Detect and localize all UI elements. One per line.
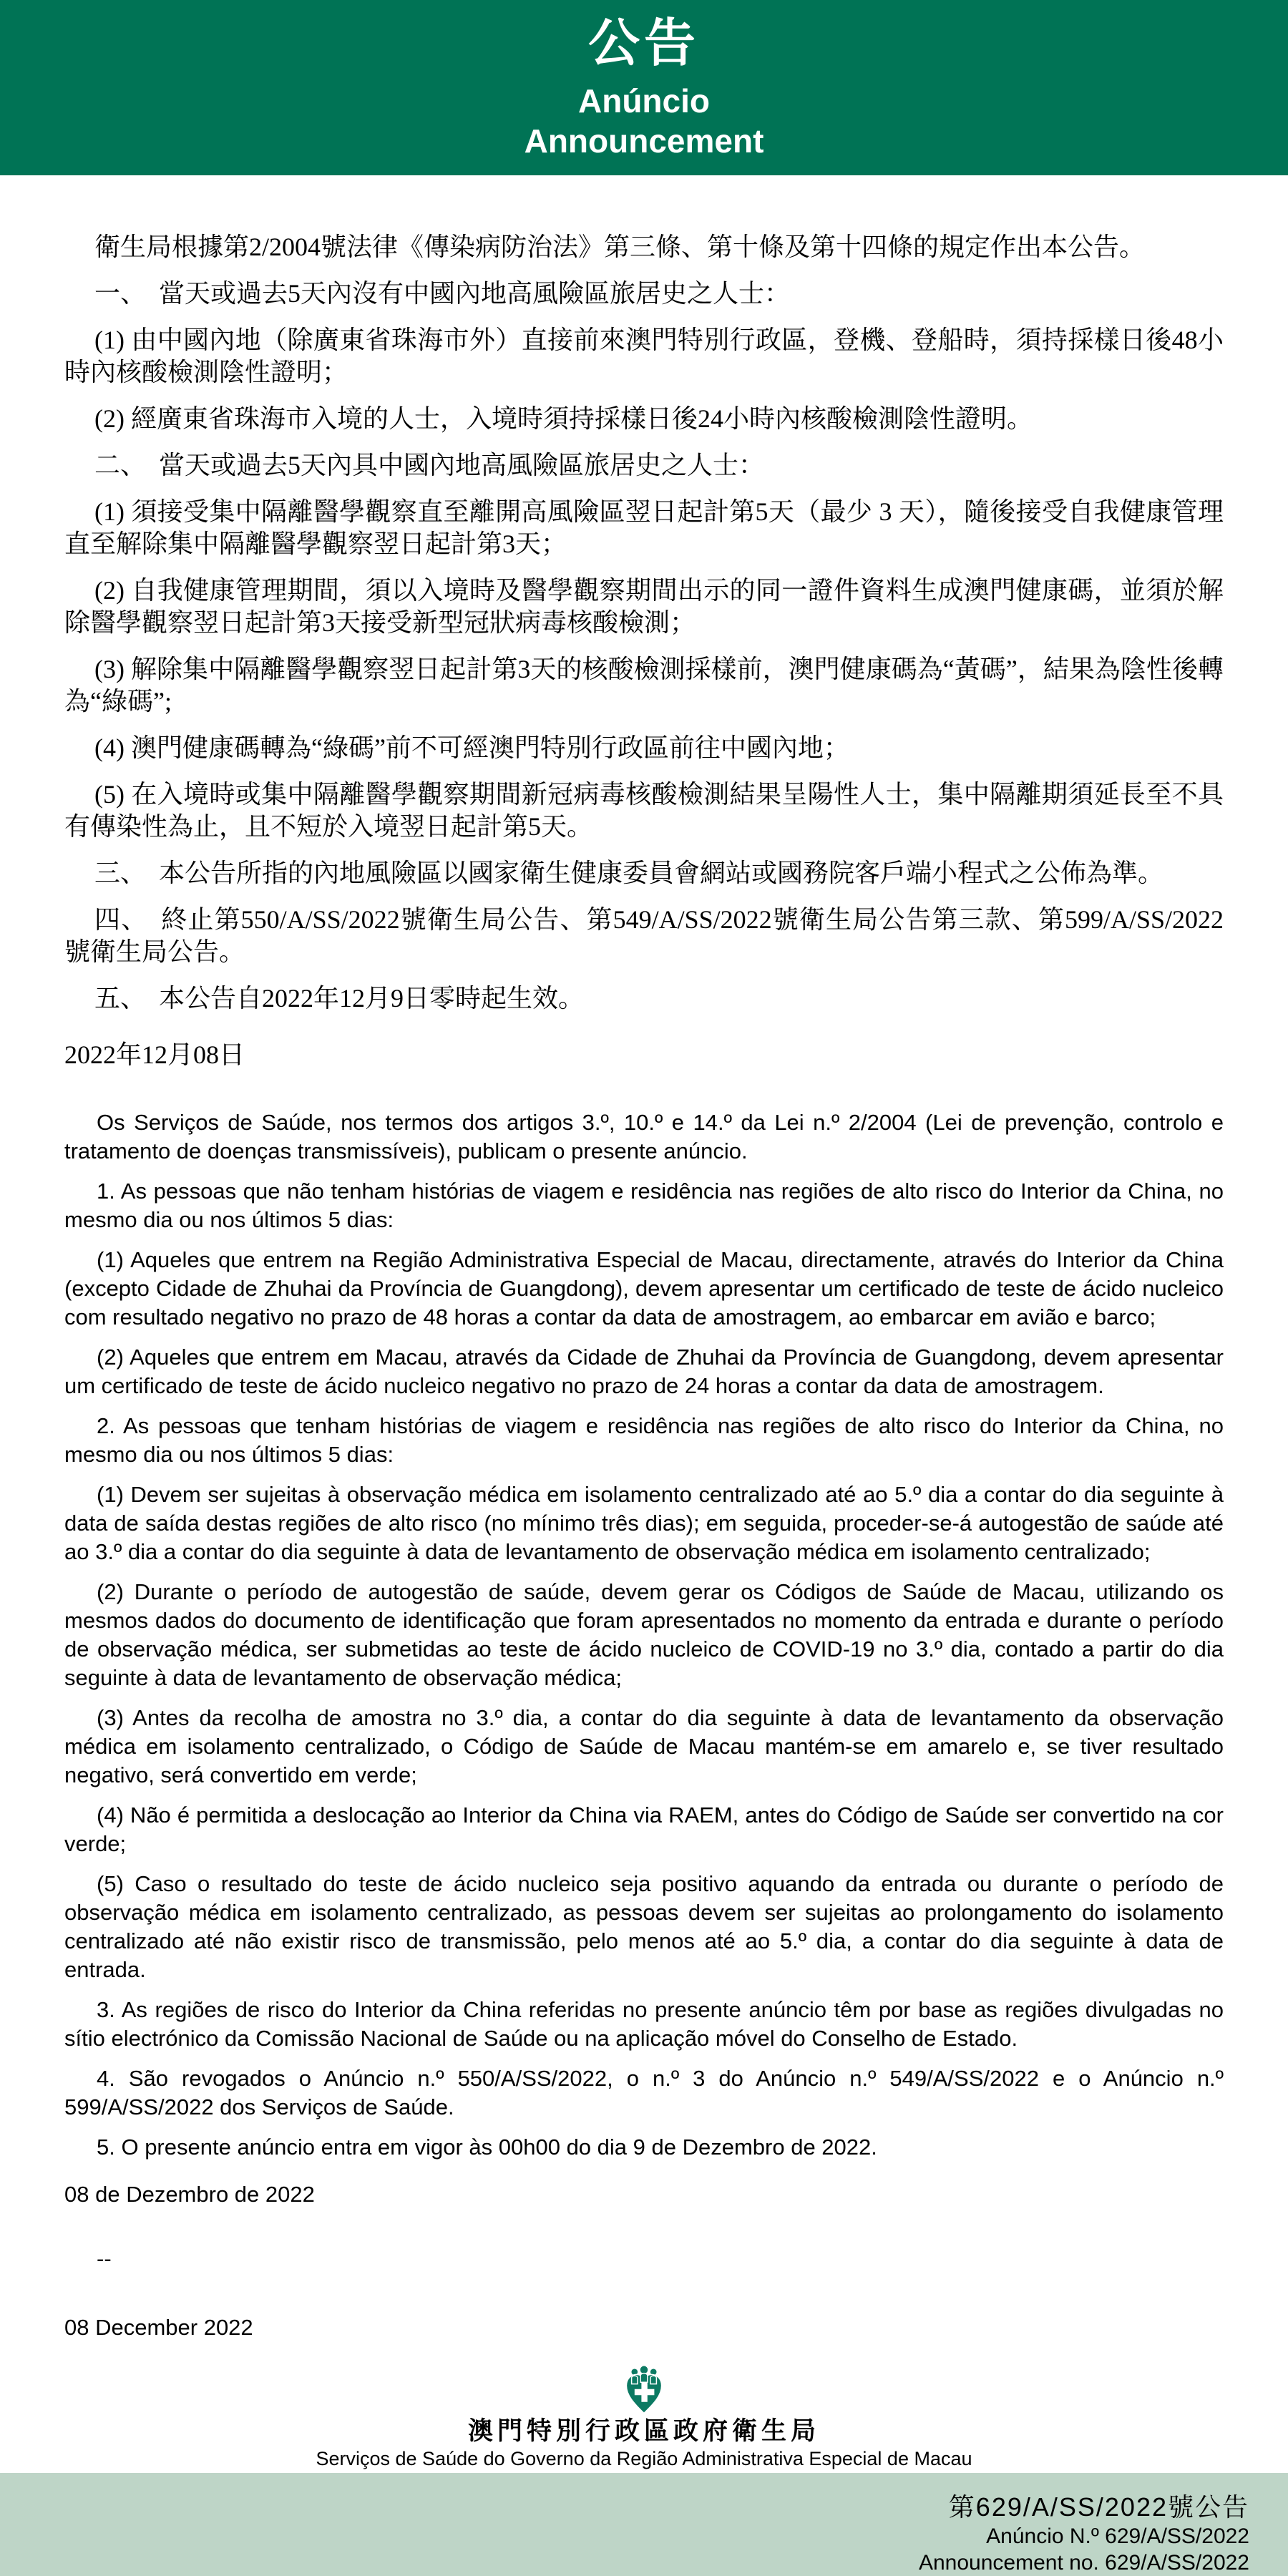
pt-paragraph: (3) Antes da recolha de amostra no 3.º dia, a contar do dia seguinte à data de levantamento da observação médica em isolamento centralizado, o Código de Saúde de Macau mantém-se em amarelo e, se tiver resultado negativo, será convertido em verde; bbox=[64, 1705, 1224, 1787]
footer-org-block bbox=[0, 2365, 1288, 2473]
ref-number-zh: 第629/A/SS/2022號公告 bbox=[948, 2492, 1249, 2522]
zh-paragraph: 四、 終止第550/A/SS/2022號衛生局公告、第549/A/SS/2022號衛生局公告第三款、第599/A/SS/2022號衛生局公告。 bbox=[64, 905, 1224, 966]
pt-paragraph: (2) Aqueles que entrem em Macau, através da Cidade de Zhuhai da Província de Guangdong, devem apresentar um certificado de teste de ácido nucleico negativo no prazo de 24 horas a contar da data de amostragem. bbox=[64, 1345, 1224, 1398]
pt-paragraph: (5) Caso o resultado do teste de ácido nucleico seja positivo aquando da entrada ou durante o período de observação médica em isolamento centralizado, as pessoas devem ser sujeitas ao prolongamento do isolamento centralizado até não existir risco de transmissão, pelo menos até ao 5.º dia, a contar do dia seguinte à data de entrada. bbox=[64, 1871, 1224, 1982]
pt-paragraph: Os Serviços de Saúde, nos termos dos artigos 3.º, 10.º e 14.º da Lei n.º 2/2004 (Lei de prevenção, controlo e tratamento de doenças transmissíveis), publicam o presente anúncio. bbox=[64, 1110, 1224, 1163]
zh-paragraph: 五、 本公告自2022年12月9日零時起生效。 bbox=[94, 984, 585, 1013]
zh-paragraph: (2) 自我健康管理期間，須以入境時及醫學觀察期間出示的同一證件資料生成澳門健康碼，並須於解除醫學觀察翌日起計第3天接受新型冠狀病毒核酸檢測； bbox=[64, 576, 1224, 637]
page-title-zh: 公告 bbox=[587, 14, 700, 72]
zh-paragraph: (3) 解除集中隔離醫學觀察翌日起計第3天的核酸檢測採樣前，澳門健康碼為“黃碼”，結果為陰性後轉為“綠碼”; bbox=[64, 655, 1224, 716]
page-title-pt: Anúncio bbox=[578, 82, 710, 120]
health-bureau-logo-icon bbox=[623, 2365, 665, 2415]
zh-paragraph: 衛生局根據第2/2004號法律《傳染病防治法》第三條、第十條及第十四條的規定作出本公告。 bbox=[94, 233, 1146, 261]
pt-paragraph: 2. As pessoas que tenham histórias de viagem e residência nas regiões de alto risco do Interior da China, no mesmo dia ou nos últimos 5 dias: bbox=[64, 1413, 1224, 1467]
pt-paragraph: 1. As pessoas que não tenham histórias de viagem e residência nas regiões de alto risco do Interior da China, no mesmo dia ou nos últimos 5 dias: bbox=[64, 1179, 1224, 1232]
pt-paragraph: 5. O presente anúncio entra em vigor às 00h00 do dia 9 de Dezembro de 2022. bbox=[97, 2135, 877, 2160]
zh-date: 2022年12月08日 bbox=[64, 1040, 245, 1069]
document-body bbox=[0, 175, 1288, 2342]
zh-paragraph: (1) 由中國內地（除廣東省珠海市外）直接前來澳門特別行政區，登機、登船時，須持採樣日後48小時內核酸檢測陰性證明； bbox=[64, 326, 1224, 386]
zh-paragraph: 二、 當天或過去5天內具中國內地高風險區旅居史之人士： bbox=[94, 451, 765, 479]
page-title-en: Announcement bbox=[524, 122, 764, 160]
zh-paragraph: (4) 澳門健康碼轉為“綠碼”前不可經澳門特別行政區前往中國內地； bbox=[94, 733, 849, 762]
pt-paragraph: (1) Aqueles que entrem na Região Administrativa Especial de Macau, directamente, através do Interior da China (excepto Cidade de Zhuhai da Província de Guangdong), devem apresentar um certificado de teste de ácido nucleico com resultado negativo no prazo de 48 horas a contar da data de amostragem, ao embarcar em avião e barco; bbox=[64, 1247, 1224, 1330]
org-name-zh: 澳門特別行政區政府衛生局 bbox=[467, 2417, 820, 2446]
signature-separator: -- bbox=[97, 2246, 112, 2271]
ref-number-pt: Anúncio N.º 629/A/SS/2022 bbox=[986, 2524, 1249, 2548]
pt-date: 08 de Dezembro de 2022 bbox=[64, 2182, 315, 2207]
org-name-pt: Serviços de Saúde do Governo da Região Administrativa Especial de Macau bbox=[316, 2447, 972, 2469]
header-band bbox=[0, 0, 1288, 175]
chinese-text-block bbox=[64, 231, 1224, 1015]
pt-paragraph: (1) Devem ser sujeitas à observação médica em isolamento centralizado até ao 5.º dia a contar do dia seguinte à data de saída destas regiões de alto risco (no mínimo três dias); em seguida, proceder-se-á autogestão de saúde até ao 3.º dia a contar do dia seguinte à data de levantamento de observação médica em isolamento centralizado; bbox=[64, 1482, 1224, 1564]
zh-paragraph: (5) 在入境時或集中隔離醫學觀察期間新冠病毒核酸檢測結果呈陽性人士，集中隔離期須延長至不具有傳染性為止，且不短於入境翌日起計第5天。 bbox=[64, 780, 1224, 841]
en-date: 08 December 2022 bbox=[64, 2315, 253, 2340]
zh-paragraph: 一、 當天或過去5天內沒有中國內地高風險區旅居史之人士： bbox=[94, 279, 791, 308]
portuguese-text-block bbox=[64, 1108, 1224, 2162]
reference-number-band bbox=[0, 2473, 1288, 2576]
zh-paragraph: 三、 本公告所指的內地風險區以國家衛生健康委員會網站或國務院客戶端小程式之公佈為準。 bbox=[94, 859, 1164, 887]
pt-paragraph: 4. São revogados o Anúncio n.º 550/A/SS/2022, o n.º 3 do Anúncio n.º 549/A/SS/2022 e o Anúncio n.º 599/A/SS/2022 dos Serviços de Saúde. bbox=[64, 2066, 1224, 2119]
zh-paragraph: (2) 經廣東省珠海市入境的人士，入境時須持採樣日後24小時內核酸檢測陰性證明。 bbox=[94, 404, 1033, 433]
pt-paragraph: 3. As regiões de risco do Interior da China referidas no presente anúncio têm por base as regiões divulgadas no sítio electrónico da Comissão Nacional de Saúde ou na aplicação móvel do Conselho de Estado. bbox=[64, 1997, 1224, 2051]
pt-paragraph: (2) Durante o período de autogestão de saúde, devem gerar os Códigos de Saúde de Macau, utilizando os mesmos dados do documento de identificação que foram apresentados no momento da entrada e durante o período de observação médica, ser submetidas ao teste de ácido nucleico de COVID-19 no 3.º dia, contado a partir do dia seguinte à data de levantamento de observação médica; bbox=[64, 1579, 1224, 1690]
zh-paragraph: (1) 須接受集中隔離醫學觀察直至離開高風險區翌日起計第5天（最少 3 天），隨後接受自我健康管理直至解除集中隔離醫學觀察翌日起計第3天； bbox=[64, 497, 1224, 558]
pt-paragraph: (4) Não é permitida a deslocação ao Interior da China via RAEM, antes do Código de Saúde ser convertido na cor verde; bbox=[64, 1802, 1224, 1856]
ref-number-en: Announcement no. 629/A/SS/2022 bbox=[918, 2551, 1249, 2575]
